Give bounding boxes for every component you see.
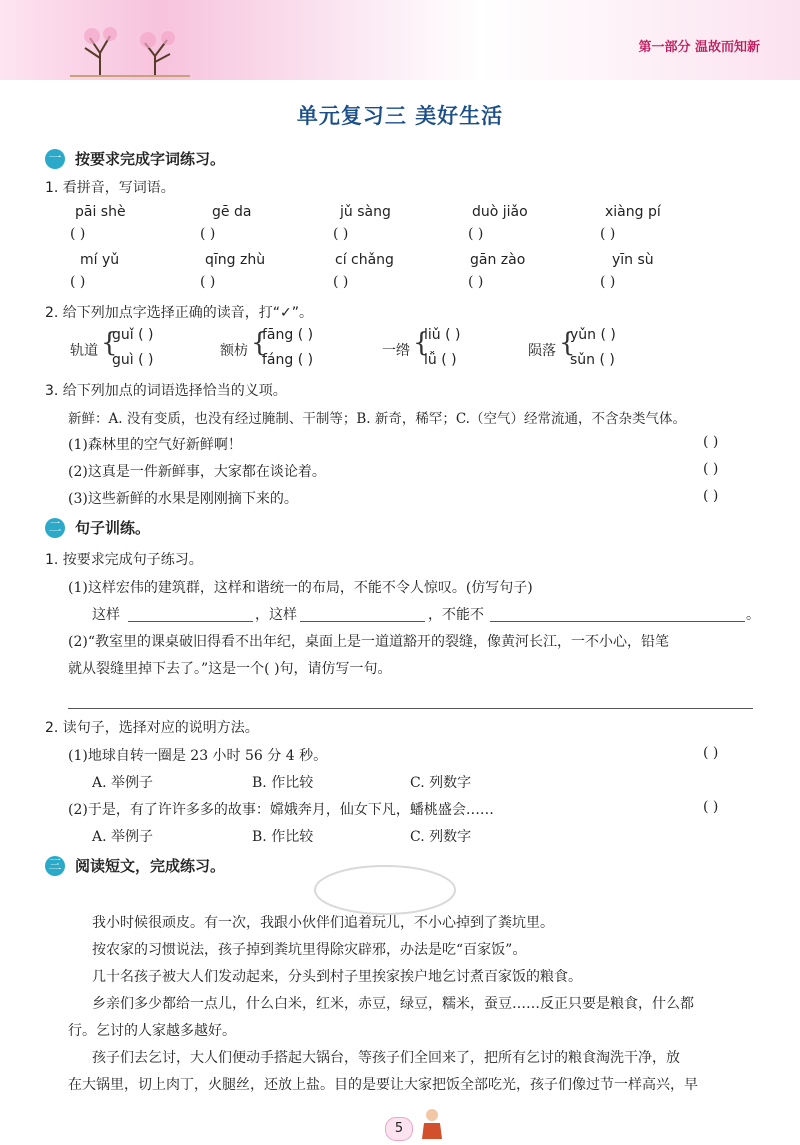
option[interactable]: B. 作比较 <box>252 829 314 845</box>
answer-blank[interactable]: ( ) <box>703 799 719 815</box>
q2-option[interactable]: guì ( ) <box>112 352 154 368</box>
brace: { <box>413 328 430 358</box>
answer-blank[interactable]: ( ) <box>703 745 719 761</box>
s2q1-item2-line1: (2)“教室里的课桌破旧得看不出年纪，桌面上是一道道豁开的裂缝，像黄河长江，一不小心，铅笔 <box>68 634 669 650</box>
brace: { <box>251 328 268 358</box>
pinyin: yīn sù <box>612 252 654 268</box>
passage-line: 行。乞讨的人家越多越好。 <box>68 1023 236 1039</box>
watermark-stamp <box>300 850 470 920</box>
option[interactable]: C. 列数字 <box>410 775 472 791</box>
section-one-icon: 一 <box>45 149 65 169</box>
q2-word: 额枋 <box>220 343 248 359</box>
s2q1-item1: (1)这样宏伟的建筑群，这样和谐统一的布局，不能不令人惊叹。(仿写句子) <box>68 580 533 596</box>
brace: { <box>559 328 576 358</box>
section-one-title: 按要求完成字词练习。 <box>75 150 226 168</box>
option[interactable]: C. 列数字 <box>410 829 472 845</box>
answer-blank[interactable]: ( ) <box>200 226 216 242</box>
q2-word: 陨落 <box>528 343 556 359</box>
answer-blank[interactable]: ( ) <box>200 274 216 290</box>
s2q1-item2-line2: 就从裂缝里掉下去了。”这是一个( )句，请仿写一句。 <box>68 661 392 677</box>
passage-line: 我小时候很顽皮。有一次，我跟小伙伴们追着玩儿，不小心掉到了粪坑里。 <box>92 915 554 931</box>
q3-item: (2)这真是一件新鲜事，大家都在谈论着。 <box>68 464 326 480</box>
tree-illustration <box>70 18 190 78</box>
brace: { <box>101 328 118 358</box>
pinyin: cí chǎng <box>335 252 394 268</box>
passage-line: 按农家的习惯说法，孩子掉到粪坑里得除灾辟邪，办法是吃“百家饭”。 <box>92 942 527 958</box>
answer-blank[interactable]: ( ) <box>703 461 719 477</box>
page-number: 5 <box>385 1117 413 1141</box>
fill-line[interactable] <box>490 620 745 622</box>
fill-end: 。 <box>746 607 760 623</box>
pinyin: xiàng pí <box>605 204 661 220</box>
q2-option[interactable]: fáng ( ) <box>262 352 314 368</box>
option[interactable]: B. 作比较 <box>252 775 314 791</box>
s2q2-label: 2. 读句子，选择对应的说明方法。 <box>45 720 259 736</box>
answer-blank[interactable]: ( ) <box>468 274 484 290</box>
q3-item: (1)森林里的空气好新鲜啊！ <box>68 437 242 453</box>
section-two-title: 句子训练。 <box>75 519 151 537</box>
passage-line: 孩子们去乞讨，大人们便动手搭起大锅台，等孩子们全回来了，把所有乞讨的粮食淘洗干净，放 <box>92 1050 680 1066</box>
fill-line[interactable] <box>128 620 253 622</box>
answer-blank[interactable]: ( ) <box>70 274 86 290</box>
pinyin: pāi shè <box>75 204 126 220</box>
pinyin: duò jiǎo <box>472 204 528 220</box>
page-title: 单元复习三 美好生活 <box>296 104 504 128</box>
q2-option[interactable]: yǔn ( ) <box>570 327 616 343</box>
q1-label: 1. 看拼音，写词语。 <box>45 180 175 196</box>
s2q1-label: 1. 按要求完成句子练习。 <box>45 552 203 568</box>
pinyin: jǔ sàng <box>340 204 391 220</box>
q2-option[interactable]: guǐ ( ) <box>112 327 154 343</box>
q2-word: 轨道 <box>70 343 98 359</box>
answer-blank[interactable]: ( ) <box>468 226 484 242</box>
answer-blank[interactable]: ( ) <box>333 274 349 290</box>
fill-mid: ，这样 <box>255 607 297 623</box>
q2-option[interactable]: fāng ( ) <box>262 327 314 343</box>
passage-line: 在大锅里，切上肉丁，火腿丝，还放上盐。目的是要让大家把饭全部吃光，孩子们像过节一样高兴，早 <box>68 1077 698 1093</box>
fill-mid: ，不能不 <box>428 607 484 623</box>
q3-definition: 新鲜：A. 没有变质，也没有经过腌制、干制等；B. 新奇，稀罕；C.（空气）经常流通，不含杂类气体。 <box>68 411 686 427</box>
s2q2-item: (1)地球自转一圈是 23 小时 56 分 4 秒。 <box>68 748 328 764</box>
section-three-icon: 三 <box>45 856 65 876</box>
answer-line[interactable] <box>68 707 753 709</box>
passage-line: 几十名孩子被大人们发动起来，分头到村子里挨家挨户地乞讨煮百家饭的粮食。 <box>92 969 582 985</box>
s2q2-item: (2)于是，有了许许多多的故事：嫦娥奔月，仙女下凡，蟠桃盛会…… <box>68 802 494 818</box>
answer-blank[interactable]: ( ) <box>703 488 719 504</box>
q3-label: 3. 给下列加点的词语选择恰当的义项。 <box>45 383 287 399</box>
fill-prefix: 这样 <box>92 607 120 623</box>
option[interactable]: A. 举例子 <box>92 775 154 791</box>
option[interactable]: A. 举例子 <box>92 829 154 845</box>
part-label: 第一部分 温故而知新 <box>638 40 760 55</box>
passage-line: 乡亲们多少都给一点儿，什么白米，红米，赤豆，绿豆，糯米，蚕豆……反正只要是粮食，什么都 <box>92 996 694 1012</box>
section-three-title: 阅读短文，完成练习。 <box>75 857 226 875</box>
fill-line[interactable] <box>300 620 425 622</box>
pinyin: gē da <box>212 204 252 220</box>
answer-blank[interactable]: ( ) <box>600 274 616 290</box>
answer-blank[interactable]: ( ) <box>333 226 349 242</box>
q2-option[interactable]: sǔn ( ) <box>570 352 615 368</box>
child-figure-icon <box>412 1105 452 1145</box>
answer-blank[interactable]: ( ) <box>703 434 719 450</box>
q2-option[interactable]: lǚ ( ) <box>424 352 457 368</box>
q2-label: 2. 给下列加点字选择正确的读音，打“✓”。 <box>45 305 314 321</box>
q2-word: 一绺 <box>382 343 410 359</box>
answer-blank[interactable]: ( ) <box>70 226 86 242</box>
section-two-icon: 二 <box>45 518 65 538</box>
q3-item: (3)这些新鲜的水果是刚刚摘下来的。 <box>68 491 298 507</box>
pinyin: gān zào <box>470 252 526 268</box>
pinyin: qīng zhù <box>205 252 266 268</box>
q2-option[interactable]: liǔ ( ) <box>424 327 461 343</box>
pinyin: mí yǔ <box>80 252 120 268</box>
answer-blank[interactable]: ( ) <box>600 226 616 242</box>
